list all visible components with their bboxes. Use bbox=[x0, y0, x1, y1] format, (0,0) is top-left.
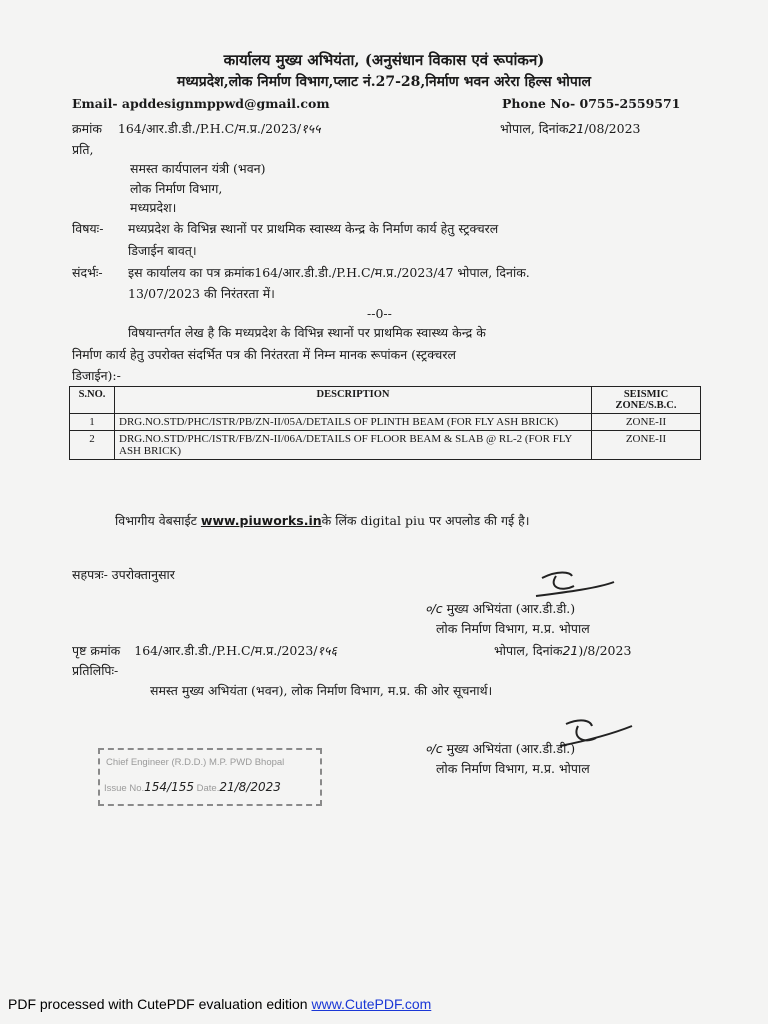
endorsement-ref-label: पृष्ट क्रमांक bbox=[72, 643, 121, 658]
body-line-2: निर्माण कार्य हेतु उपरोक्त संदर्भित पत्र की निरंतरता में निम्न मानक रूपांकन (स्ट्रक्चरल bbox=[72, 347, 456, 362]
signature-1-scribble bbox=[528, 566, 618, 600]
endorsement-date bbox=[494, 642, 631, 659]
reference-line-1: इस कार्यालय का पत्र क्रमांक164/आर.डी.डी./P.H.C/म.प्र./2023/47 भोपाल, दिनांक. bbox=[128, 265, 530, 280]
recipient-line-3: मध्यप्रदेश। bbox=[130, 200, 177, 215]
signature-1-title: मुख्य अभियंता (आर.डी.डी.) bbox=[446, 601, 576, 616]
signature-2-line-1 bbox=[425, 740, 575, 757]
table-row bbox=[70, 414, 701, 431]
col-description: DESCRIPTION bbox=[115, 387, 592, 414]
ref-label: क्रमांक bbox=[72, 121, 102, 136]
signature-1-mark: ०/c bbox=[425, 601, 443, 616]
ref-handwritten: १५५ bbox=[301, 121, 321, 136]
stamp-issue-line bbox=[104, 780, 281, 794]
subject-label: विषयः- bbox=[72, 221, 104, 236]
stamp-date-label: Date. bbox=[196, 783, 220, 794]
row-description: DRG.NO.STD/PHC/ISTR/PB/ZN-II/05A/DETAILS OF PLINTH BEAM (FOR FLY ASH BRICK) bbox=[115, 414, 592, 431]
ref-number: 164/आर.डी.डी./P.H.C/म.प्र./2023/ bbox=[117, 121, 302, 136]
stamp-date-value: 21/8/2023 bbox=[219, 780, 281, 794]
email: Email- apddesignmppwd@gmail.com bbox=[72, 96, 330, 111]
signature-2-mark: ०/c bbox=[425, 741, 443, 756]
drawings-table bbox=[69, 386, 701, 460]
col-sno: S.NO. bbox=[70, 387, 115, 414]
signature-1-line-1 bbox=[425, 600, 575, 617]
footer-link[interactable]: www.CutePDF.com bbox=[311, 996, 432, 1012]
office-address: मध्यप्रदेश,लोक निर्माण विभाग,प्लाट नं.27-28,निर्माण भवन अरेरा हिल्स भोपाल bbox=[177, 74, 591, 90]
endorsement-ref-line bbox=[72, 642, 337, 659]
table-row bbox=[70, 431, 701, 460]
subject-line-2: डिजाईन बावत्। bbox=[128, 243, 197, 258]
stamp-issue-value: 154/155 bbox=[144, 780, 194, 794]
upload-before: विभागीय वेबसाईट bbox=[115, 513, 197, 528]
endorsement-ref-handwritten: १५६ bbox=[317, 643, 338, 658]
reference-label: संदर्भः- bbox=[72, 265, 103, 280]
endorsement-ref-number: 164/आर.डी.डी./P.H.C/म.प्र./2023/ bbox=[134, 643, 318, 658]
copy-label: प्रतिलिपिः- bbox=[72, 663, 119, 678]
to-label: प्रति, bbox=[72, 142, 94, 157]
body-line-3: डिजाईन):- bbox=[72, 368, 121, 383]
signature-2-line-2: लोक निर्माण विभाग, म.प्र. भोपाल bbox=[436, 761, 590, 776]
recipient-line-1: समस्त कार्यपालन यंत्री (भवन) bbox=[130, 161, 266, 176]
col-zone: SEISMIC ZONE/S.B.C. bbox=[592, 387, 701, 414]
row-sno: 2 bbox=[70, 431, 115, 460]
footer-text: PDF processed with CutePDF evaluation edition bbox=[8, 996, 308, 1012]
website-link[interactable]: www.piuworks.in bbox=[200, 513, 322, 528]
signature-2-title: मुख्य अभियंता (आर.डी.डी.) bbox=[446, 741, 576, 756]
stamp-issue-label: Issue No. bbox=[104, 783, 145, 794]
date-handwritten: 21 bbox=[568, 121, 585, 136]
endorsement-place-date-label: भोपाल, दिनांक bbox=[494, 643, 563, 658]
row-sno: 1 bbox=[70, 414, 115, 431]
phone: Phone No- 0755-2559571 bbox=[502, 96, 681, 111]
copy-text: समस्त मुख्य अभियंता (भवन), लोक निर्माण विभाग, म.प्र. की ओर सूचनार्थ। bbox=[150, 683, 493, 698]
date-rest: /08/2023 bbox=[584, 121, 641, 136]
place-date-label: भोपाल, दिनांक bbox=[500, 121, 569, 136]
table-header-row bbox=[70, 387, 701, 414]
row-zone: ZONE-II bbox=[592, 414, 701, 431]
row-description: DRG.NO.STD/PHC/ISTR/FB/ZN-II/06A/DETAILS OF FLOOR BEAM & SLAB @ RL-2 (FOR FLY ASH BRICK) bbox=[115, 431, 592, 460]
upload-after: के लिंक digital piu पर अपलोड की गई है। bbox=[321, 513, 530, 528]
issue-stamp bbox=[98, 748, 322, 806]
row-zone: ZONE-II bbox=[592, 431, 701, 460]
ref-line bbox=[72, 120, 321, 137]
footer-note bbox=[8, 996, 431, 1012]
body-line-1: विषयान्तर्गत लेख है कि मध्यप्रदेश के विभिन्न स्थानों पर प्राथमिक स्वास्थ्य केन्द्र के bbox=[128, 325, 486, 340]
endorsement-date-handwritten: 21 bbox=[562, 643, 579, 658]
enclosure: सहपत्रः- उपरोक्तानुसार bbox=[72, 567, 175, 582]
stamp-title: Chief Engineer (R.D.D.) M.P. PWD Bhopal bbox=[106, 757, 285, 768]
upload-note bbox=[115, 512, 530, 529]
ref-date bbox=[500, 120, 640, 137]
endorsement-date-rest: )/8/2023 bbox=[578, 643, 632, 658]
signature-1-line-2: लोक निर्माण विभाग, म.प्र. भोपाल bbox=[436, 621, 590, 636]
office-title: कार्यालय मुख्य अभियंता, (अनुसंधान विकास एवं रूपांकन) bbox=[223, 51, 545, 69]
separator: --0-- bbox=[367, 306, 392, 321]
subject-line-1: मध्यप्रदेश के विभिन्न स्थानों पर प्राथमिक स्वास्थ्य केन्द्र के निर्माण कार्य हेतु स्ट्रक्चरल bbox=[128, 221, 499, 236]
recipient-line-2: लोक निर्माण विभाग, bbox=[130, 181, 223, 196]
reference-line-2: 13/07/2023 की निरंतरता में। bbox=[128, 286, 275, 301]
